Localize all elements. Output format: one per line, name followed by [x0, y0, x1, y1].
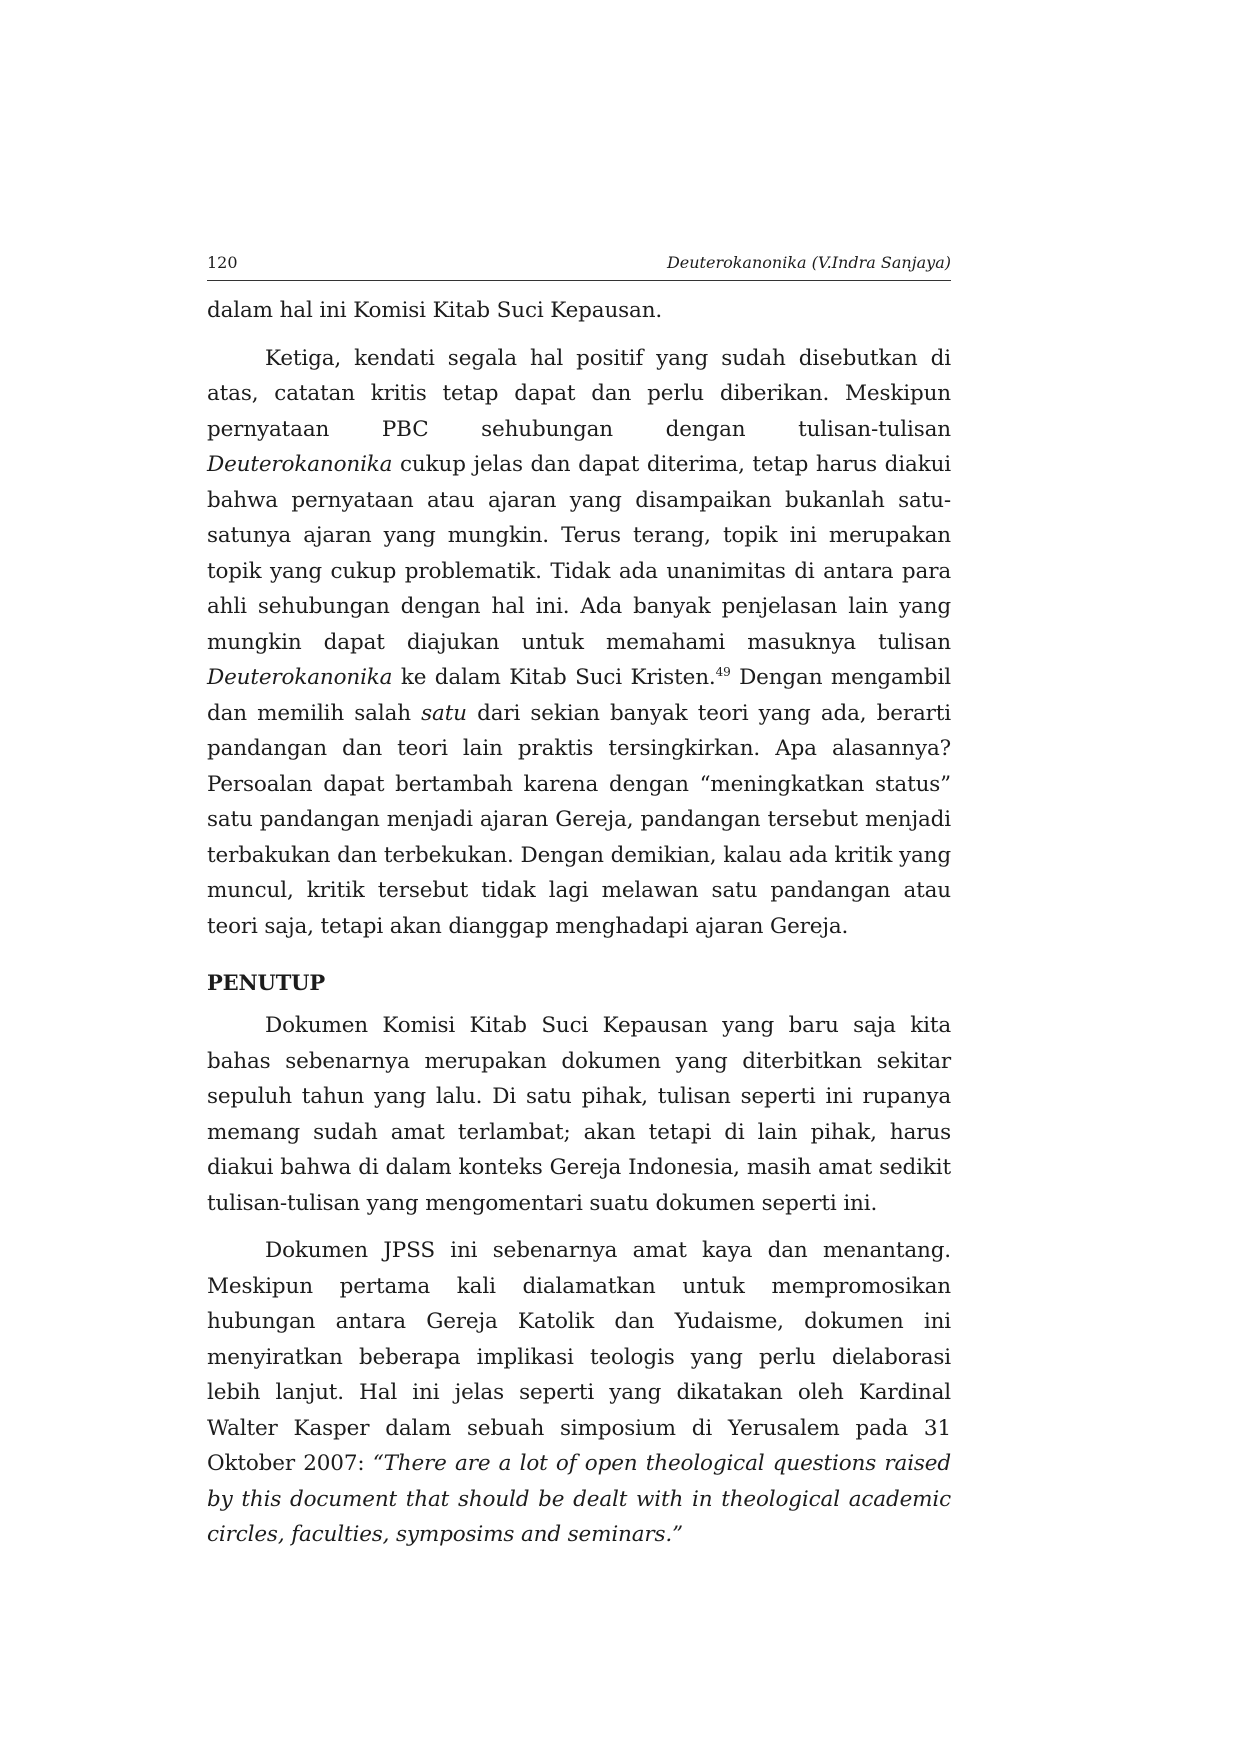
paragraph-penutup-1: Dokumen Komisi Kitab Suci Kepausan yang baru saja kita bahas sebenarnya merupakan dokumen yang diterbitkan sekitar sepuluh tahun yang lalu. Di satu pihak, tulisan seperti ini rupanya memang sudah amat terlambat; akan tetapi di lain pihak, harus diakui bahwa di dalam konteks Gereja Indonesia, masih amat sedikit tulisan-tulisan yang mengomentari suatu dokumen seperti ini. [207, 1013, 951, 1216]
running-title: Deuterokanonika (V.Indra Sanjaya) [666, 253, 951, 272]
quotation: “There are a lot of open theological questions raised by this document that should be dealt with in theological academic circles, faculties, symposims and seminars.” [207, 1451, 951, 1547]
italic-term: Deuterokanonika [207, 452, 393, 477]
text-segment: Ketiga, kendati segala hal positif yang sudah disebutkan di atas, catatan kritis tetap dapat dan perlu diberikan. Meskipun pernyataan PBC sehubungan dengan tulisan-tulisan [207, 345, 951, 442]
book-page [207, 252, 951, 1553]
text-segment: ke dalam Kitab Suci Kristen. [392, 665, 716, 690]
body-text [207, 293, 951, 1553]
paragraph-continuation: dalam hal ini Komisi Kitab Suci Kepausan. [207, 298, 663, 323]
section-heading: PENUTUP [207, 970, 325, 995]
running-header [207, 252, 951, 281]
paragraph-penutup-2 [207, 1233, 951, 1553]
italic-term: Deuterokanonika [207, 665, 393, 690]
text-segment: dari sekian banyak teori yang ada, berarti pandangan dan teori lain praktis tersingkirkan. Apa alasannya? Persoalan dapat bertambah karena dengan “meningkatkan status” satu pandangan menjadi ajaran Gereja, pandangan tersebut menjadi terbakukan dan terbekukan. Dengan demikian, kalau ada kritik yang muncul, kritik tersebut tidak lagi melawan satu pandangan atau teori saja, tetapi akan dianggap menghadapi ajaran Gereja. [207, 700, 951, 939]
italic-term: satu [421, 700, 467, 726]
text-segment: Dokumen JPSS ini sebenarnya amat kaya dan menantang. Meskipun pertama kali dialamatkan untuk mempromosikan hubungan antara Gereja Katolik dan Yudaisme, dokumen ini menyiratkan beberapa implikasi teologis yang perlu dielaborasi lebih lanjut. Hal ini jelas seperti yang dikatakan oleh Kardinal Walter Kasper dalam sebuah simposium di Yerusalem pada 31 Oktober 2007: [207, 1238, 951, 1476]
page-number: 120 [207, 253, 238, 272]
paragraph-ketiga [207, 341, 951, 945]
text-segment: Dengan mengambil dan memilih salah [207, 665, 951, 726]
footnote-marker[interactable]: 49 [715, 665, 731, 679]
text-segment: cukup jelas dan dapat diterima, tetap harus diakui bahwa pernyataan atau ajaran yang disampaikan bukanlah satu-satunya ajaran yang mungkin. Terus terang, topik ini merupakan topik yang cukup problematik. Tidak ada unanimitas di antara para ahli sehubungan dengan hal ini. Ada banyak penjelasan lain yang mungkin dapat diajukan untuk memahami masuknya tulisan [207, 452, 951, 655]
